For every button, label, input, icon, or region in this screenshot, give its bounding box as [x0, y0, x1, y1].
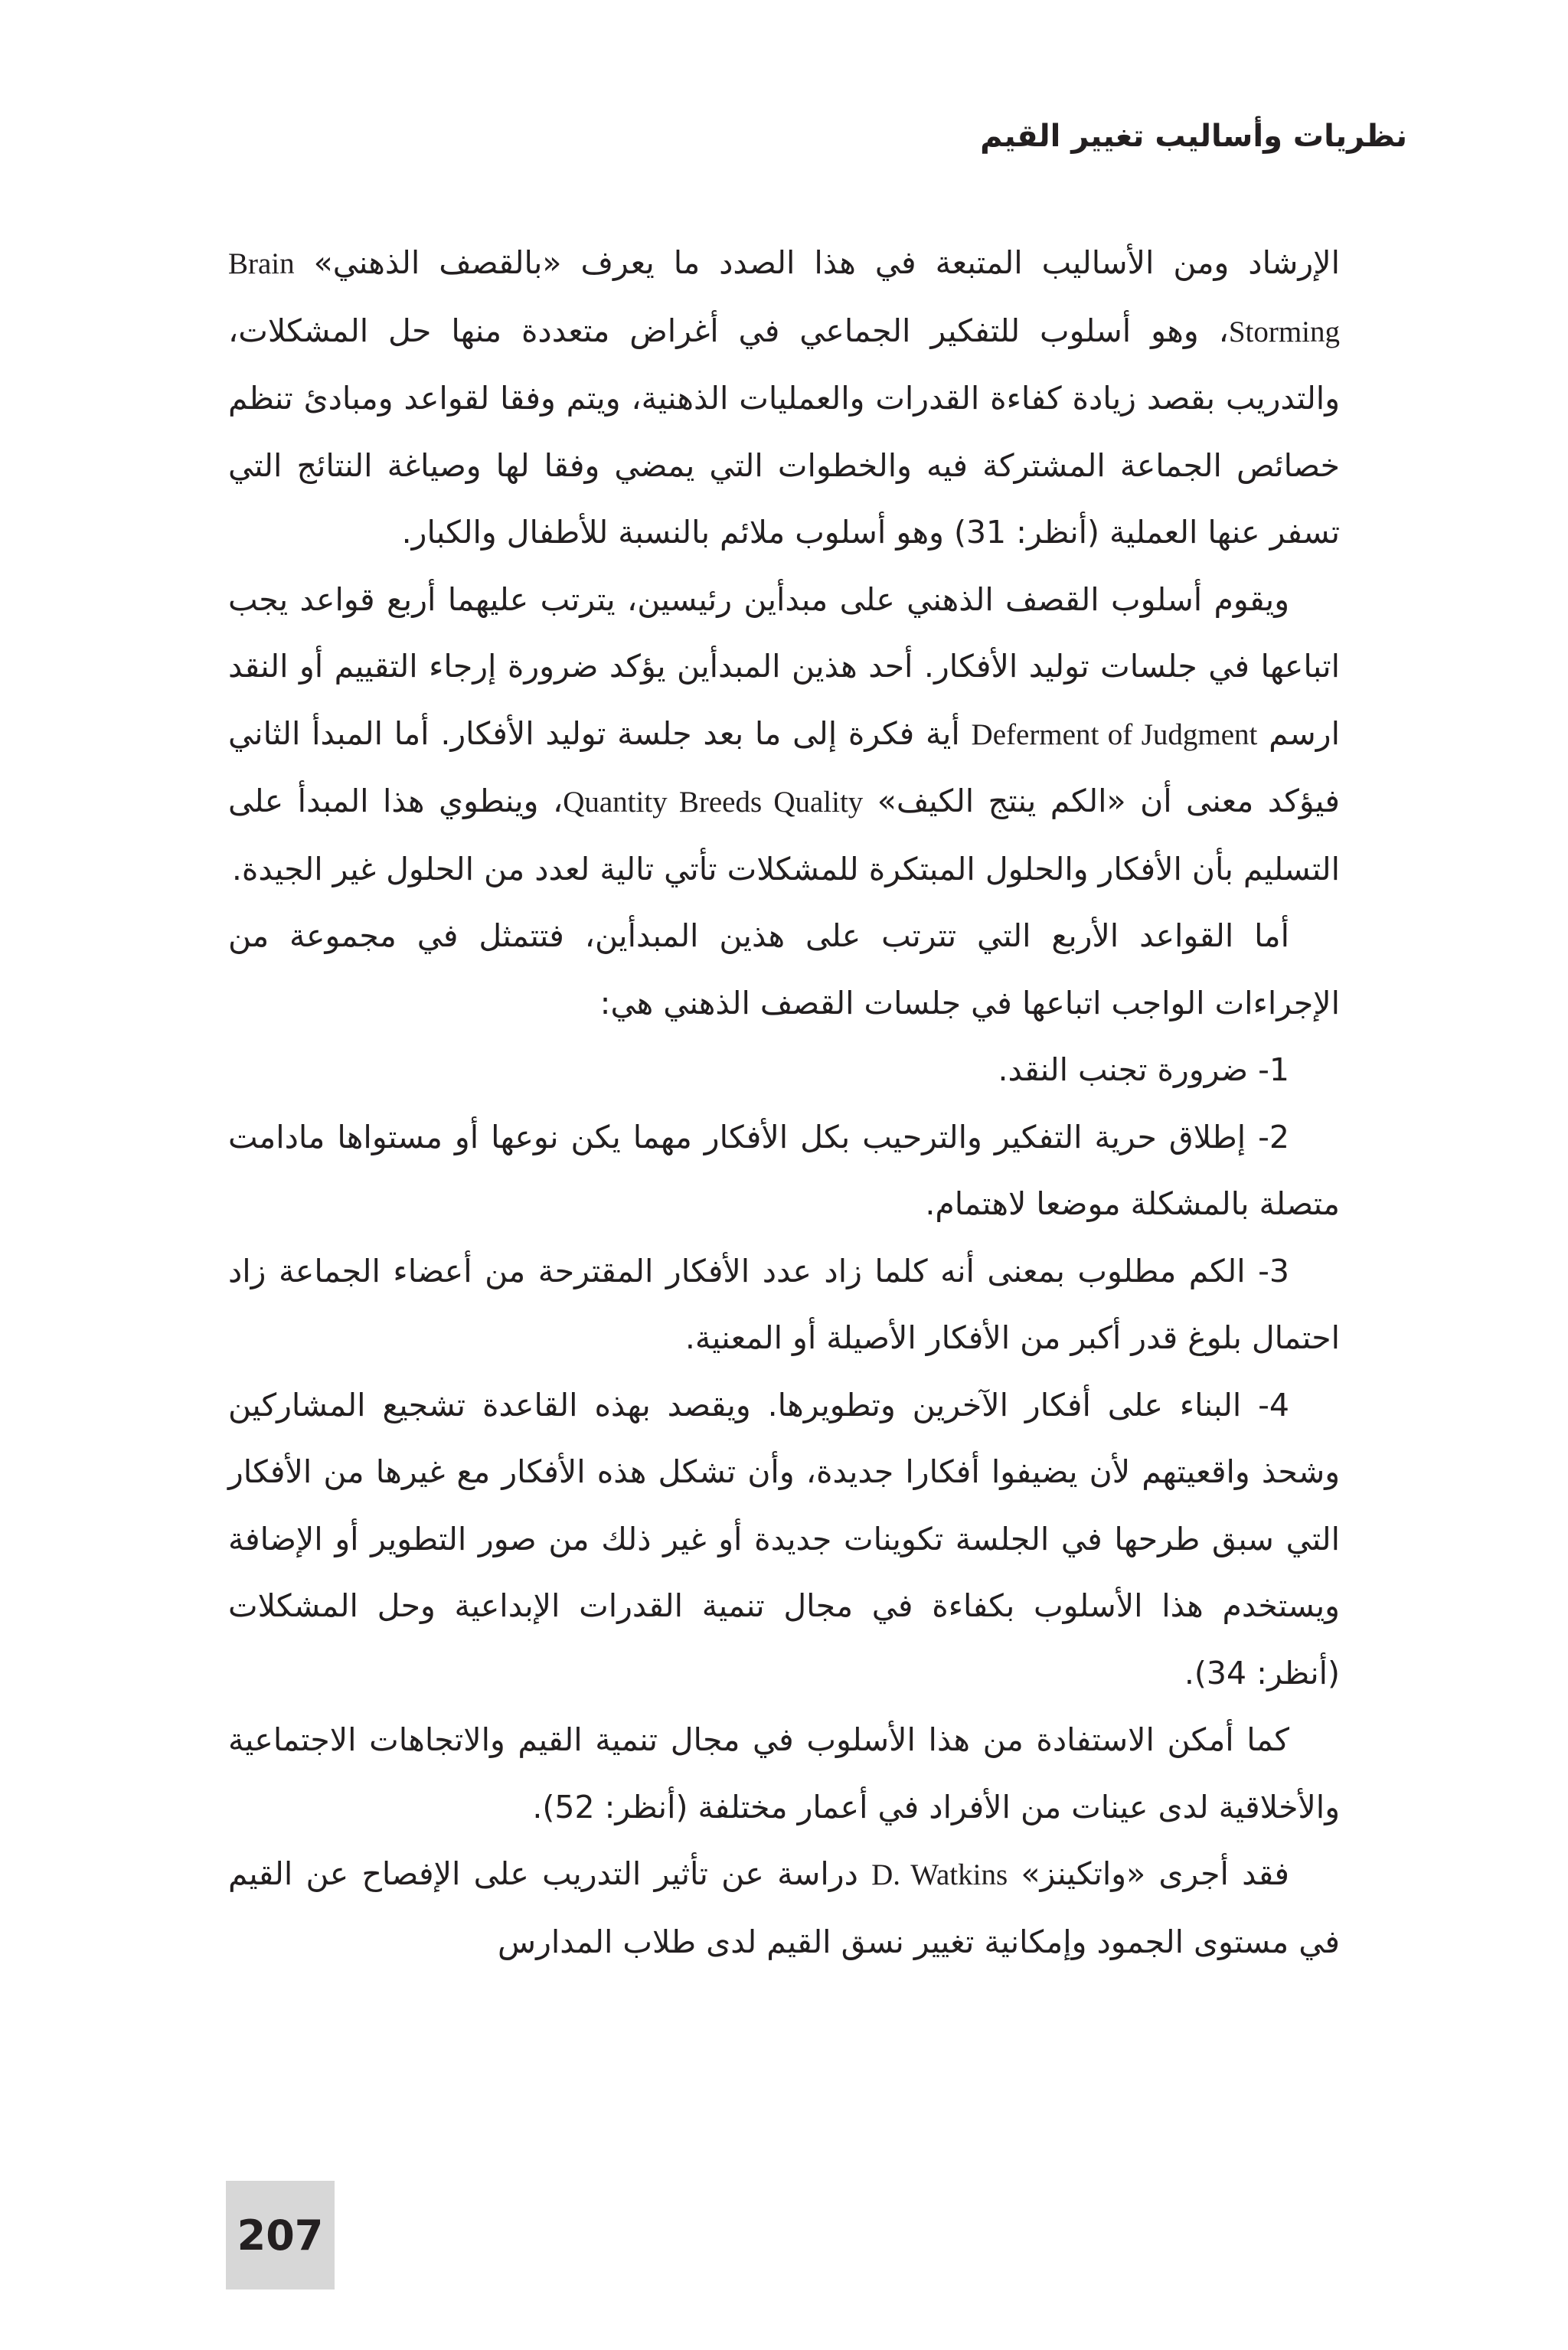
paragraph-four-rules: أما القواعد الأربع التي تترتب على هذين المبدأين، فتتمثل في مجموعة من الإجراءات الواجب اتباعها في جلسات القصف الذهني هي:: [228, 917, 1340, 1021]
paragraph-text: ، وهو أسلوب للتفكير الجماعي في أغراض متعددة منها حل المشكلات، والتدريب بقصد زيادة كفاءة القدرات والعمليات الذهنية، ويتم وفقا لقواعد ومبادئ تنظم خصائص الجماعة المشتركة فيه والخطوات التي يمضي وفقا لها وصياغة النتائج التي تسفر عنها العملية (أنظر: 31) وهو أسلوب ملائم بالنسبة للأطفال والكبار.: [228, 312, 1340, 551]
paragraph-text: ، وينطوي هذا المبدأ على التسليم بأن الأفكار والحلول المبتكرة للمشكلات تأتي تالية لعدد من الحلول غير الجيدة.: [228, 783, 1340, 887]
paragraph-values-application: كما أمكن الاستفادة من هذا الأسلوب في مجال تنمية القيم والاتجاهات الاجتماعية والأخلاقية لدى عينات من الأفراد في أعمار مختلفة (أنظر: 52).: [228, 1721, 1340, 1825]
list-item: 3- الكم مطلوب بمعنى أنه كلما زاد عدد الأفكار المقترحة من أعضاء الجماعة زاد احتمال بلوغ قدر أكبر من الأفكار الأصيلة أو المعنية.: [228, 1252, 1340, 1356]
paragraph-text: ويقوم أسلوب القصف الذهني على مبدأين رئيسين، يترتب عليهما أربع قواعد يجب اتباعها في جلسات توليد الأفكار. أحد هذين المبدأين يؤكد ضرورة إرجاء التقييم أو النقد ارسم: [228, 580, 1340, 752]
page-number-box: [226, 2181, 335, 2290]
paragraph-two-principles: [228, 567, 1340, 904]
latin-term: D. Watkins: [871, 1858, 1008, 1891]
paragraph-text: دراسة عن تأثير التدريب على الإفصاح عن القيم في مستوى الجمود وإمكانية تغيير نسق القيم لدى طلاب المدارس: [228, 1855, 1340, 1960]
page-number: 207: [237, 2211, 324, 2260]
paragraph-watkins-study: [228, 1841, 1340, 1976]
list-item: 2- إطلاق حرية التفكير والترحيب بكل الأفكار مهما يكن نوعها أو مستواها مادامت متصلة بالمشكلة موضعا لاهتمام.: [228, 1118, 1340, 1222]
paragraph-text: فقد أجرى «واتكينز»: [1008, 1855, 1289, 1892]
list-item: 4- البناء على أفكار الآخرين وتطويرها. ويقصد بهذه القاعدة تشجيع المشاركين وشحذ واقعيتهم لأن يضيفوا أفكارا جديدة، وأن تشكل هذه الأفكار مع غيرها من الأفكار التي سبق طرحها في الجلسة تكوينات جديدة أو غير ذلك من صور التطوير أو الإضافة ويستخدم هذا الأسلوب بكفاءة في مجال تنمية القدرات الإبداعية وحل المشكلات (أنظر: 34).: [228, 1386, 1340, 1691]
latin-term: Deferment of Judgment: [971, 717, 1258, 751]
running-header: نظريات وأساليب تغيير القيم: [980, 119, 1407, 154]
paragraph-text: أية فكرة إلى ما بعد جلسة توليد الأفكار. أما المبدأ الثاني فيؤكد معنى أن «الكم ينتج الكيف»: [228, 714, 1340, 819]
latin-term: Quantity Breeds Quality: [563, 786, 864, 819]
latin-term: Brain Storming: [228, 247, 1340, 348]
paragraph-text: الإرشاد ومن الأساليب المتبعة في هذا الصدد ما يعرف «بالقصف الذهني»: [294, 244, 1340, 281]
body-text: [228, 230, 1340, 1976]
list-item: 1- ضرورة تجنب النقد.: [998, 1051, 1289, 1088]
paragraph-brainstorming-intro: [228, 230, 1340, 567]
